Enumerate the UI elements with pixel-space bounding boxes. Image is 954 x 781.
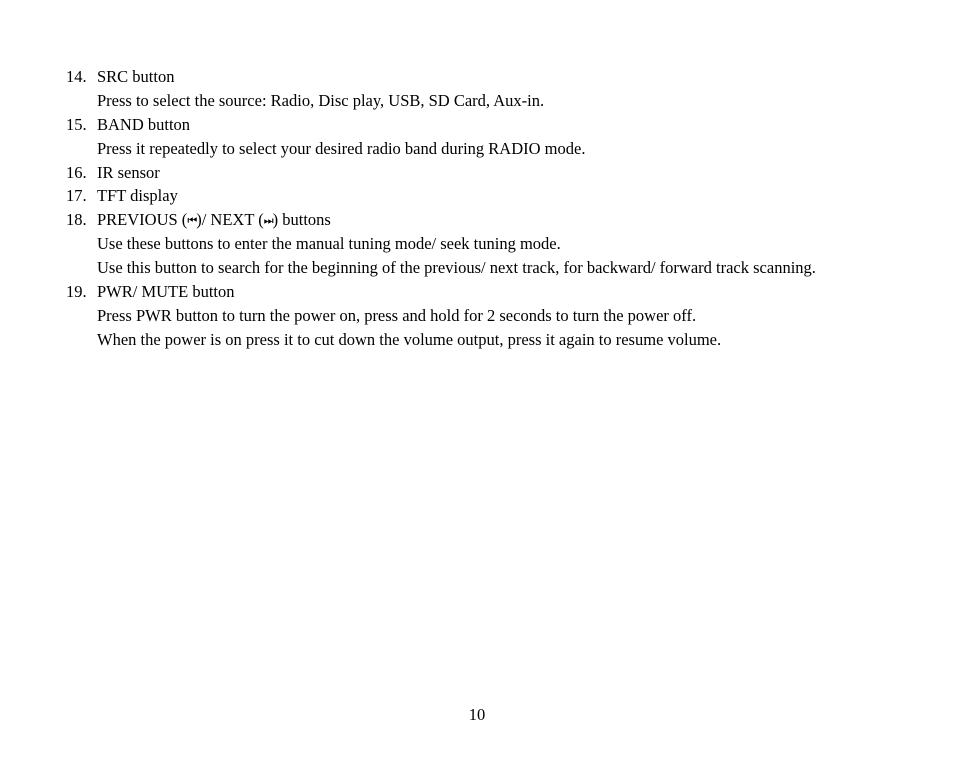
item-title: TFT display (97, 186, 178, 206)
item-description: Use this button to search for the beginning of the previous/ next track, for backward/ forward track scanning. (97, 258, 816, 278)
item-number: 15. (66, 114, 87, 134)
item-number: 19. (66, 282, 87, 302)
list-item-ir-sensor (66, 161, 936, 185)
list-item-tft-display (66, 184, 936, 208)
item-title-part: )/ NEXT ( (196, 210, 264, 230)
item-description: When the power is on press it to cut down the volume output, press it again to resume volume. (97, 329, 722, 349)
item-description: Press to select the source: Radio, Disc play, USB, SD Card, Aux-in. (97, 90, 545, 110)
manual-item-list (66, 65, 936, 352)
item-title: BAND button (97, 114, 191, 134)
list-item-src-button (66, 65, 936, 113)
item-title: PWR/ MUTE button (97, 282, 235, 302)
item-title: SRC button (97, 67, 175, 86)
item-description: Press it repeatedly to select your desired radio band during RADIO mode. (97, 138, 586, 158)
item-title-part: PREVIOUS ( (97, 210, 188, 230)
page-number: 10 (468, 705, 486, 724)
item-description: Press PWR button to turn the power on, press and hold for 2 seconds to turn the power off. (97, 305, 697, 325)
list-item-previous-next-buttons (66, 208, 936, 280)
list-item-band-button (66, 113, 936, 161)
list-item-pwr-mute-button (66, 280, 936, 352)
item-number: 14. (66, 67, 87, 86)
item-number: 16. (66, 162, 87, 182)
previous-track-icon: ⏮ (187, 214, 197, 228)
next-track-icon: ⏭ (263, 214, 273, 228)
item-description: Use these buttons to enter the manual tuning mode/ seek tuning mode. (97, 234, 561, 254)
item-number: 17. (66, 186, 87, 206)
item-title-part: ) buttons (272, 210, 331, 230)
item-title (97, 208, 936, 232)
item-title: IR sensor (97, 162, 160, 182)
item-number: 18. (66, 210, 87, 230)
